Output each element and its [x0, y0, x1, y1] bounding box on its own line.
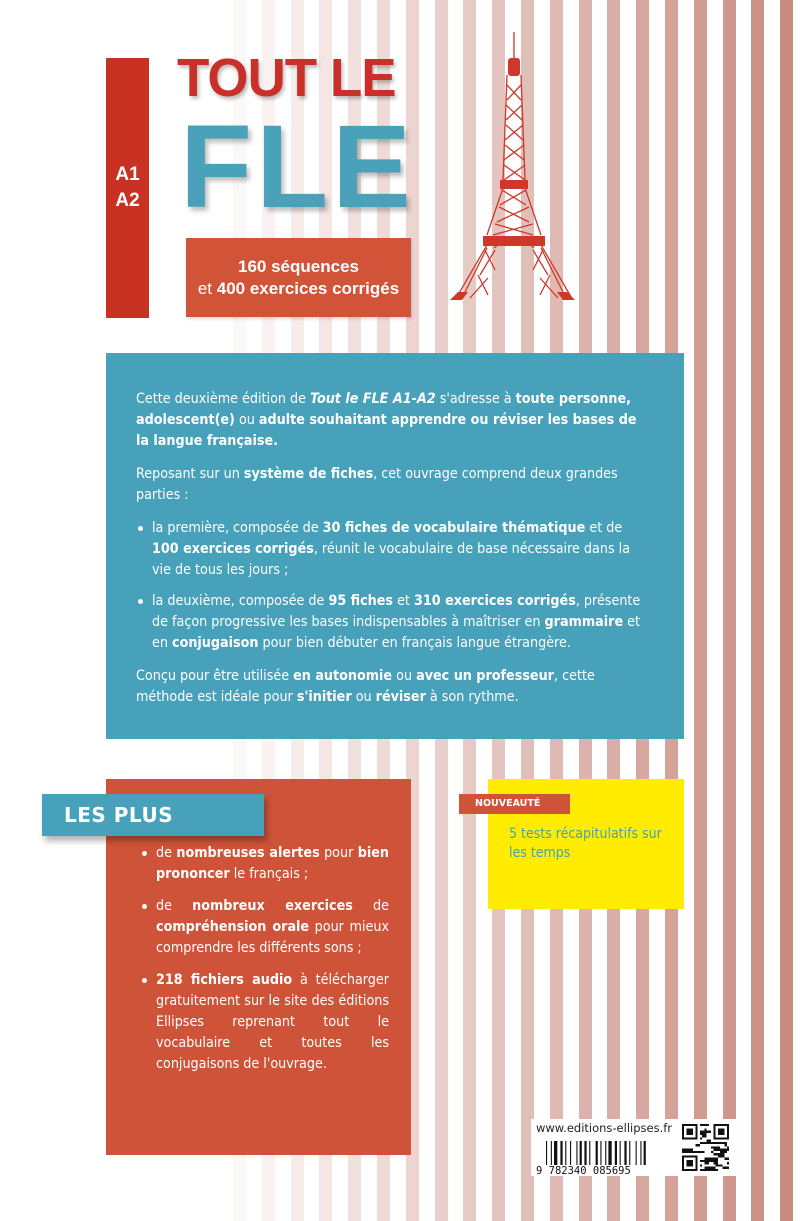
- nouveaute-tag: NOUVEAUTÉ: [459, 794, 570, 814]
- list-item: la deuxième, composée de 95 fiches et 310 exercices corrigés, présente de façon progressive les bases indispensables à maîtriser en grammaire et en conjugaison pour bien débuter en français langue étrangère.: [136, 591, 652, 654]
- description-structure: Reposant sur un système de fiches, cet ouvrage comprend deux grandes parties :: [136, 466, 618, 503]
- level-bar: [106, 58, 149, 318]
- subtitle-bold: 400 exercices corrigés: [216, 278, 400, 298]
- title-line-2: FLE: [180, 101, 415, 233]
- title-line-1: TOUT LE: [177, 48, 396, 108]
- list-item: de nombreuses alertes pour bien prononcer le français ;: [140, 843, 389, 885]
- subtitle-box: [186, 238, 411, 317]
- les-plus-heading: LES PLUS: [42, 794, 264, 836]
- subtitle-line-1: 160 séquences: [238, 256, 359, 276]
- list-item: la première, composée de 30 fiches de vocabulaire thématique et de 100 exercices corrigés, réunit le vocabulaire de base nécessaire dans la vie de tous les jours ;: [136, 518, 652, 581]
- description-usage: Conçu pour être utilisée en autonomie ou avec un professeur, cette méthode est idéale pour s'initier ou réviser à son rythme.: [136, 668, 595, 705]
- list-item: de nombreux exercices de compréhension orale pour mieux comprendre les différents sons ;: [140, 896, 389, 959]
- level-a2: A2: [115, 190, 140, 211]
- list-item: 218 fichiers audio à télécharger gratuitement sur le site des éditions Ellipses reprenant tout le vocabulaire et toutes les conjugaisons de l'ouvrage.: [140, 970, 389, 1075]
- description-intro: Cette deuxième édition de Tout le FLE A1-A2 s'adresse à toute personne, adolescent(e) ou adulte souhaitant apprendre ou réviser les bases de la langue française.: [136, 391, 637, 449]
- subtitle-line-2: [198, 278, 399, 300]
- level-a1: A1: [115, 164, 140, 185]
- barcode-icon: [536, 1139, 676, 1175]
- isbn-number: 9 782340 085695: [536, 1165, 631, 1175]
- eiffel-tower-icon: [450, 30, 575, 300]
- description-parts-list: [136, 518, 652, 654]
- description-box: [106, 353, 684, 739]
- les-plus-list: [140, 843, 389, 1075]
- nouveaute-text: 5 tests récapitulatifs sur les temps: [509, 826, 662, 861]
- qr-code-icon: [682, 1123, 729, 1172]
- subtitle-prefix: et: [197, 278, 213, 298]
- publisher-website: www.editions-ellipses.fr: [536, 1121, 673, 1135]
